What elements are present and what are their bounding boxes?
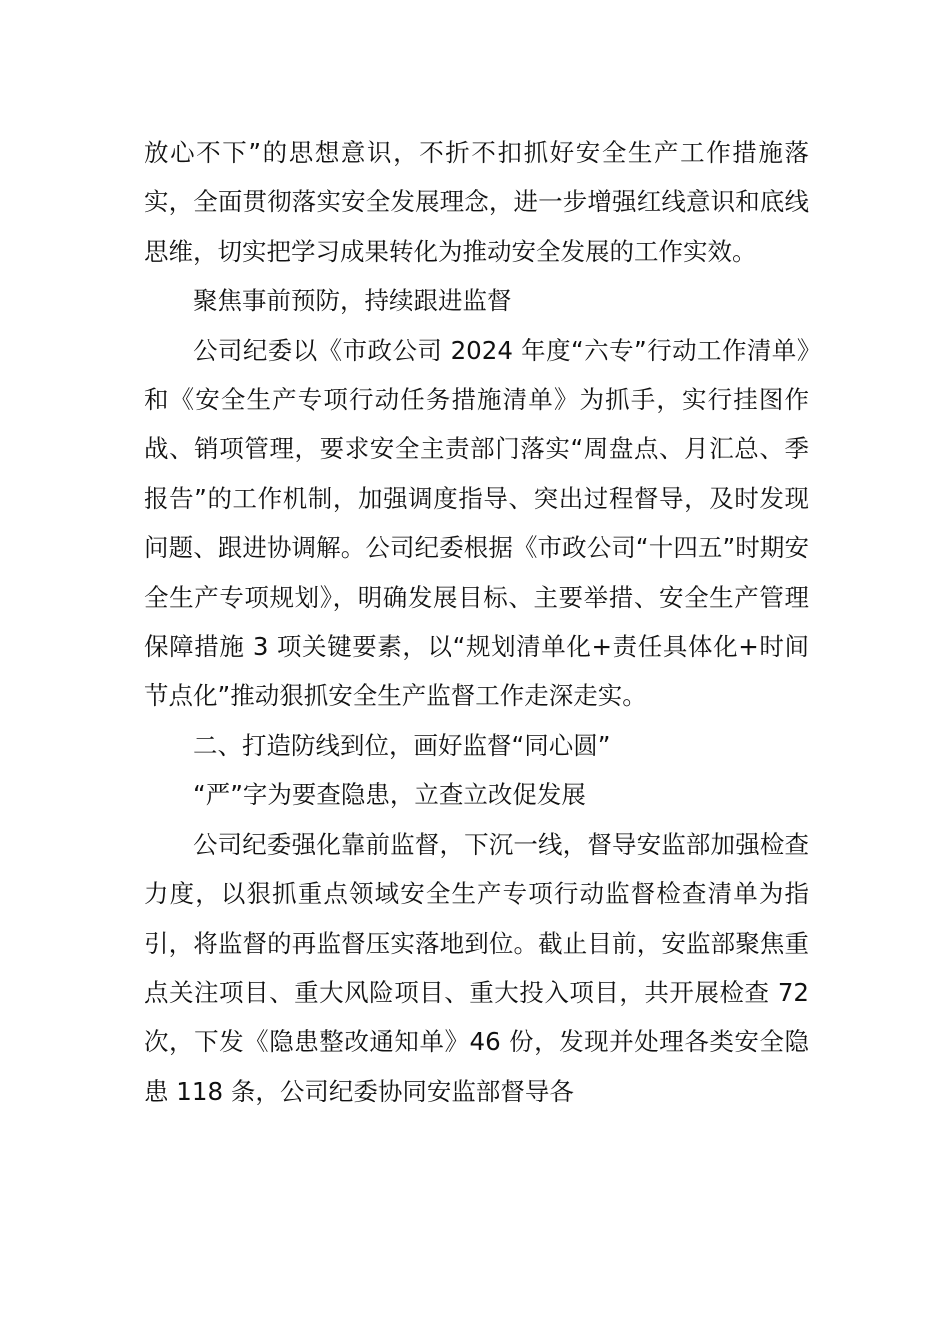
document-body [144,128,809,1116]
paragraph-continuation: 放心不下”的思想意识，不折不扣抓好安全生产工作措施落实，全面贯彻落实安全发展理念，进一步增强红线意识和底线思维，切实把学习成果转化为推动安全发展的工作实效。 [144,138,809,266]
subheading-hazard-check: “严”字为要查隐患，立查立改促发展 [193,780,586,810]
subheading-prevention: 聚焦事前预防，持续跟进监督 [193,286,512,316]
paragraph-inspection-results: 公司纪委强化靠前监督，下沉一线，督导安监部加强检查力度，以狠抓重点领域安全生产专项行动监督检查清单为指引，将监督的再监督压实落地到位。截止目前，安监部聚焦重点关注项目、重大风险项目、重大投入项目，共开展检查 72 次，下发《隐患整改通知单》46 份，发现并处理各类安全隐患 118 条，公司纪委协同安监部督导各 [144,829,809,1106]
section-heading-two: 二、打造防线到位，画好监督“同心圆” [193,730,611,760]
paragraph-supervision-lists: 公司纪委以《市政公司 2024 年度“六专”行动工作清单》和《安全生产专项行动任务措施清单》为抓手，实行挂图作战、销项管理，要求安全主责部门落实“周盘点、月汇总、季报告”的工作机制，加强调度指导、突出过程督导，及时发现问题、跟进协调解。公司纪委根据《市政公司“十四五”时期安全生产专项规划》，明确发展目标、主要举措、安全生产管理保障措施 3 项关键要素，以“规划清单化+责任具体化+时间节点化”推动狠抓安全生产监督工作走深走实。 [144,335,809,711]
